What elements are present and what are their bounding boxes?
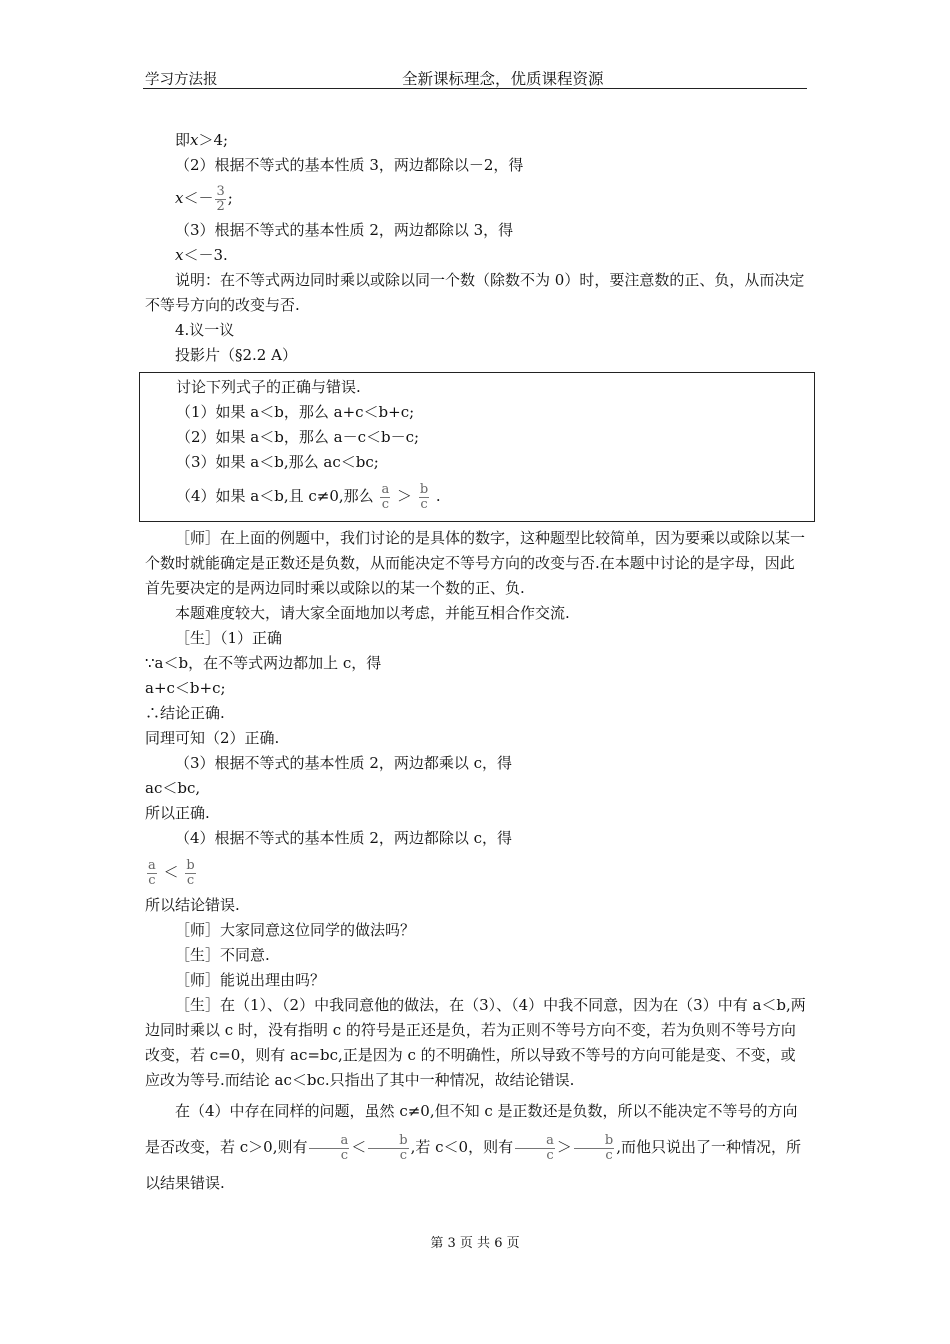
box-item-3: （3）如果 a＜b,那么 ac＜bc; xyxy=(176,453,379,471)
closing-paragraph: 在（4）中存在同样的问题，虽然 c≠0,但不知 c 是正数还是负数，所以不能决定不等号的方向是否改变，若 c＞0,则有 $\frac{a}{c}$ ＜ $\frac{b}{c}$ ,若 c＜0，则有 $\frac{a}{c}$ ＞ $\frac{b}{c}$ ,而他只说出了一种情况，所以结果错误. xyxy=(145,1102,801,1192)
student-paragraph: ［生］在（1）、（2）中我同意他的做法，在（3）、（4）中我不同意，因为在（3）中有 a＜b,两边同时乘以 c 时，没有指明 c 的符号是正还是负，若为正则不等号方向不变，若为负则不等号方向改变，若 c=0，则有 ac=bc,正是因为 c 的不明确性，所以导致不等号的方向可能是变、不变，或应改为等号.而结论 ac＜bc.只指出了其中一种情况，故结论错误. xyxy=(145,996,806,1089)
fraction: $\frac{b}{c}$ xyxy=(574,1134,614,1163)
note-paragraph: 说明：在不等式两边同时乘以或除以同一个数（除数不为 0）时，要注意数的正、负，从而决定不等号方向的改变与否. xyxy=(145,271,805,314)
fraction: $\frac{b}{c}$ xyxy=(419,481,429,512)
slide-label: 投影片（§2.2 A） xyxy=(175,346,297,364)
line: 同理可知（2）正确. xyxy=(145,729,280,747)
line: （4）根据不等式的基本性质 2，两边都除以 c，得 xyxy=(175,829,513,847)
box-item-4: （4）如果 a＜b,且 c≠0,那么 $\frac{a}{c}$ ＞ $\frac{b}{c}$ . xyxy=(176,481,441,512)
box-title: 讨论下列式子的正确与错误. xyxy=(176,378,361,396)
line: ac＜bc, xyxy=(145,779,201,797)
box-item-2: （2）如果 a＜b，那么 a－c＜b－c; xyxy=(176,428,420,446)
line: ∴结论正确. xyxy=(145,704,225,722)
fraction: $\frac{a}{c}$ xyxy=(148,857,156,888)
student-answer: ［生］（1）正确 xyxy=(175,629,283,647)
fraction-line: $\frac{a}{c}$ ＜ $\frac{b}{c}$ xyxy=(148,857,195,888)
page-header xyxy=(143,66,807,89)
discussion-box xyxy=(139,372,815,522)
fraction: $\frac{a}{c}$ xyxy=(381,481,390,512)
line-x-gt-4: 即x＞4; xyxy=(175,131,229,149)
line-x-lt-frac: x＜－ $\frac{3}{2}$ ; xyxy=(175,183,233,214)
line: ［生］不同意. xyxy=(175,946,270,964)
line: ［师］大家同意这位同学的做法吗？ xyxy=(175,921,416,939)
fraction: $\frac{3}{2}$ xyxy=(216,183,225,214)
teacher-paragraph: ［师］在上面的例题中，我们讨论的是具体的数字，这种题型比较简单，因为要乘以或除以某一个数时就能确定是正数还是负数，从而能决定不等号方向的改变与否.在本题中讨论的是字母，因此首先要决定的是两边同时乘以或除以的某一个数的正、负. xyxy=(145,529,806,597)
line-step-3: （3）根据不等式的基本性质 2，两边都除以 3，得 xyxy=(175,221,514,239)
line: ［师］能说出理由吗？ xyxy=(175,971,326,989)
box-item-1: （1）如果 a＜b，那么 a+c＜b+c; xyxy=(176,403,415,421)
fraction: $\frac{a}{c}$ xyxy=(515,1134,555,1163)
line-step-2: （2）根据不等式的基本性质 3，两边都除以－2，得 xyxy=(175,156,524,174)
line-x-lt-neg3: x＜－3. xyxy=(175,246,228,264)
line: 所以结论错误. xyxy=(145,896,240,914)
page-footer: 第 3 页 共 6 页 xyxy=(430,1236,520,1251)
document-body xyxy=(145,128,809,1201)
header-right: 全新课标理念，优质课程资源 xyxy=(402,70,604,88)
fraction: $\frac{a}{c}$ xyxy=(309,1134,349,1163)
header-left: 学习方法报 xyxy=(145,72,218,88)
fraction: $\frac{b}{c}$ xyxy=(368,1134,408,1163)
fraction: $\frac{b}{c}$ xyxy=(186,857,195,888)
paragraph: 本题难度较大，请大家全面地加以考虑，并能互相合作交流. xyxy=(175,604,570,622)
line: 所以正确. xyxy=(145,804,210,822)
line: （3）根据不等式的基本性质 2，两边都乘以 c，得 xyxy=(175,754,513,772)
line: a+c＜b+c; xyxy=(145,679,226,697)
section-heading: 4.议一议 xyxy=(175,321,235,339)
line: ∵a＜b，在不等式两边都加上 c，得 xyxy=(145,654,382,672)
